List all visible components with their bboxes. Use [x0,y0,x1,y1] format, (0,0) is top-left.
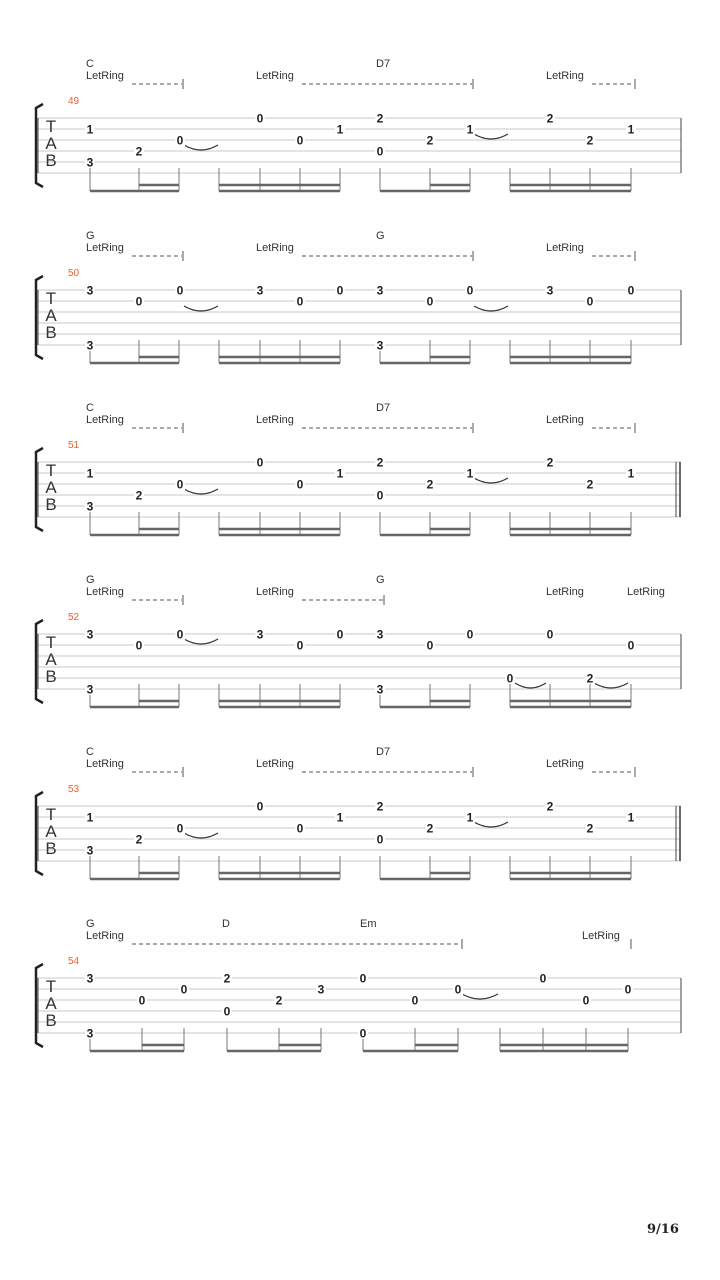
fret-number: 2 [546,455,554,470]
fret-number: 1 [466,466,474,481]
fret-number: 3 [546,283,554,298]
fret-number: 2 [275,993,283,1008]
chord-name: C [86,402,94,414]
chord-name: G [376,574,385,586]
letring-label: LetRing [546,70,584,82]
chord-name: G [86,230,95,242]
fret-number: 0 [296,638,304,653]
fret-number: 0 [176,133,184,148]
letring-label: LetRing [256,758,294,770]
fret-number: 0 [582,993,590,1008]
tie-arc [515,683,546,688]
tab-clef-letter: A [45,478,57,497]
fret-number: 0 [135,638,143,653]
fret-number: 0 [176,627,184,642]
fret-number: 0 [138,993,146,1008]
tie-arc [474,478,508,483]
fret-number: 1 [627,122,635,137]
tab-clef-letter: B [45,323,57,342]
tie-arc [184,145,218,150]
fret-number: 3 [376,338,384,353]
system-bracket [36,448,43,531]
fret-number: 0 [256,111,264,126]
tab-clef-letter: T [45,977,57,996]
chord-name: G [86,918,95,930]
fret-number: 0 [135,294,143,309]
fret-number: 3 [86,971,94,986]
fret-number: 0 [539,971,547,986]
tab-clef-letter: A [45,306,57,325]
fret-number: 3 [86,627,94,642]
fret-number: 0 [376,488,384,503]
tie-arc [184,306,218,311]
measure-number: 54 [68,956,80,967]
fret-number: 0 [296,477,304,492]
fret-number: 3 [86,283,94,298]
fret-number: 0 [296,294,304,309]
tab-clef-letter: T [45,805,57,824]
chord-name: D [222,918,230,930]
tab-clef-letter: T [45,461,57,480]
fret-number: 0 [546,627,554,642]
fret-number: 0 [624,982,632,997]
fret-number: 3 [86,499,94,514]
system-bracket [36,104,43,187]
fret-number: 1 [86,810,94,825]
chord-name: C [86,746,94,758]
chord-name: C [86,58,94,70]
chord-name: Em [360,918,377,930]
chord-name: G [86,574,95,586]
fret-number: 0 [176,821,184,836]
system-bracket [36,792,43,875]
fret-number: 3 [376,627,384,642]
fret-number: 2 [135,832,143,847]
page-number: 9/16 [647,1222,679,1237]
fret-number: 0 [466,283,474,298]
fret-number: 2 [135,144,143,159]
letring-label: LetRing [256,242,294,254]
measure-number: 52 [68,612,80,623]
letring-label: LetRing [256,414,294,426]
letring-label: LetRing [86,242,124,254]
fret-number: 0 [256,455,264,470]
fret-number: 2 [376,455,384,470]
fret-number: 1 [466,810,474,825]
measure-number: 50 [68,268,80,279]
fret-number: 3 [376,682,384,697]
letring-label: LetRing [546,586,584,598]
tie-arc [474,822,508,827]
fret-number: 0 [466,627,474,642]
fret-number: 0 [296,133,304,148]
tab-clef-letter: A [45,134,57,153]
tab-clef-letter: T [45,117,57,136]
letring-label: LetRing [627,586,665,598]
fret-number: 3 [256,283,264,298]
fret-number: 0 [359,1026,367,1041]
letring-label: LetRing [546,414,584,426]
tab-clef-letter: A [45,650,57,669]
tab-clef-letter: A [45,994,57,1013]
fret-number: 3 [86,843,94,858]
tab-clef-letter: B [45,151,57,170]
fret-number: 2 [586,671,594,686]
fret-number: 1 [336,122,344,137]
fret-number: 2 [546,111,554,126]
fret-number: 2 [223,971,231,986]
fret-number: 1 [336,810,344,825]
fret-number: 2 [586,821,594,836]
fret-number: 2 [426,477,434,492]
fret-number: 2 [135,488,143,503]
tie-arc [184,833,218,838]
fret-number: 0 [411,993,419,1008]
fret-number: 0 [359,971,367,986]
fret-number: 0 [506,671,514,686]
fret-number: 1 [627,466,635,481]
fret-number: 2 [586,133,594,148]
letring-label: LetRing [86,70,124,82]
fret-number: 0 [426,294,434,309]
fret-number: 1 [466,122,474,137]
letring-label: LetRing [256,70,294,82]
fret-number: 0 [336,627,344,642]
fret-number: 0 [176,477,184,492]
fret-number: 3 [86,338,94,353]
fret-number: 0 [627,638,635,653]
letring-label: LetRing [86,930,124,942]
fret-number: 0 [256,799,264,814]
tab-clef-letter: T [45,633,57,652]
measure-number: 53 [68,784,80,795]
fret-number: 1 [627,810,635,825]
letring-label: LetRing [546,758,584,770]
fret-number: 0 [627,283,635,298]
fret-number: 2 [376,111,384,126]
measure-number: 49 [68,96,80,107]
tab-clef-letter: B [45,667,57,686]
fret-number: 0 [180,982,188,997]
tie-arc [594,683,628,688]
letring-label: LetRing [256,586,294,598]
letring-label: LetRing [86,758,124,770]
tie-arc [184,639,218,644]
chord-name: D7 [376,746,391,758]
fret-number: 0 [336,283,344,298]
tab-clef-letter: B [45,839,57,858]
system-bracket [36,276,43,359]
chord-name: G [376,230,385,242]
chord-name: D7 [376,402,391,414]
fret-number: 3 [86,155,94,170]
fret-number: 1 [86,466,94,481]
fret-number: 0 [454,982,462,997]
fret-number: 2 [376,799,384,814]
fret-number: 3 [376,283,384,298]
fret-number: 0 [296,821,304,836]
fret-number: 0 [176,283,184,298]
tie-arc [184,489,218,494]
tab-clef-letter: A [45,822,57,841]
measure-number: 51 [68,440,80,451]
fret-number: 0 [376,144,384,159]
fret-number: 0 [426,638,434,653]
fret-number: 2 [586,477,594,492]
fret-number: 3 [317,982,325,997]
tab-clef-letter: B [45,1011,57,1030]
chord-name: D7 [376,58,391,70]
fret-number: 0 [376,832,384,847]
tie-arc [474,306,508,311]
fret-number: 3 [86,682,94,697]
letring-label: LetRing [546,242,584,254]
tab-clef-letter: T [45,289,57,308]
fret-number: 2 [426,133,434,148]
tie-arc [474,134,508,139]
tab-clef-letter: B [45,495,57,514]
fret-number: 2 [546,799,554,814]
system-bracket [36,964,43,1047]
system-bracket [36,620,43,703]
fret-number: 2 [426,821,434,836]
letring-label: LetRing [86,414,124,426]
letring-label: LetRing [86,586,124,598]
letring-label: LetRing [582,930,620,942]
tie-arc [462,994,498,999]
fret-number: 0 [223,1004,231,1019]
fret-number: 1 [336,466,344,481]
fret-number: 3 [86,1026,94,1041]
fret-number: 1 [86,122,94,137]
fret-number: 3 [256,627,264,642]
fret-number: 0 [586,294,594,309]
